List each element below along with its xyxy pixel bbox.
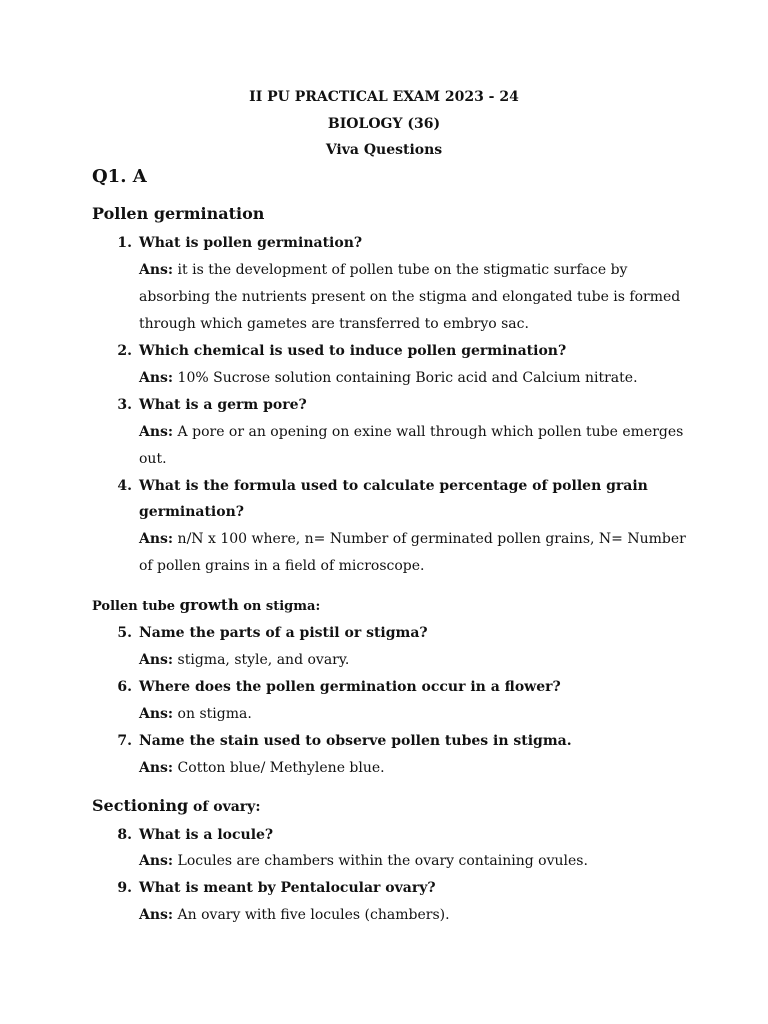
question-number: 2. (117, 343, 132, 359)
answer-label: Ans: (139, 652, 174, 668)
question-text: Name the parts of a pistil or stigma? (139, 625, 428, 641)
section-title-part: on stigma: (238, 599, 321, 614)
answer-text: n/N x 100 where, n= Number of germinated pollen grains, N= Number (177, 531, 686, 547)
answer-line (139, 423, 683, 441)
q1-heading: Q1. A (92, 166, 147, 187)
question-number: 9. (117, 880, 132, 896)
answer-line (139, 288, 680, 306)
answer-text: 10% Sucrose solution containing Boric acid and Calcium nitrate. (177, 370, 638, 386)
answer-line (139, 450, 167, 468)
question-number: 6. (117, 679, 132, 695)
answer-line (139, 557, 424, 575)
question-text: What is a locule? (139, 827, 274, 843)
answer-label: Ans: (139, 706, 174, 722)
question-number: 7. (117, 733, 132, 749)
answer-text: stigma, style, and ovary. (177, 652, 350, 668)
answer-line (139, 705, 252, 723)
question-text: What is meant by Pentalocular ovary? (139, 880, 436, 896)
question-number: 3. (117, 397, 132, 413)
answer-text: it is the development of pollen tube on the stigmatic surface by (177, 262, 628, 278)
answer-text: of pollen grains in a field of microscope. (139, 558, 425, 574)
answer-text: out. (139, 451, 167, 467)
question-text: Name the stain used to observe pollen tubes in stigma. (139, 733, 572, 749)
section-title: Pollen germination (92, 204, 265, 223)
question-number: 8. (117, 827, 132, 843)
answer-line (139, 759, 385, 777)
section-sectioning-ovary (92, 796, 261, 817)
answer-label: Ans: (139, 262, 174, 278)
question-text: What is a germ pore? (139, 397, 307, 413)
answer-line (139, 261, 627, 279)
answer-line (139, 530, 686, 548)
question-text: What is the formula used to calculate percentage of pollen grain (139, 478, 648, 494)
section-title-part: Sectioning (92, 796, 189, 815)
answer-text: on stigma. (177, 706, 252, 722)
answer-text: Locules are chambers within the ovary containing ovules. (177, 853, 588, 869)
subject-title: BIOLOGY (36) (327, 116, 441, 132)
section-title-part: of ovary: (188, 799, 261, 815)
question-text: Which chemical is used to induce pollen germination? (139, 343, 567, 359)
section-title-part: growth (179, 596, 239, 614)
question-number: 4. (117, 478, 132, 494)
answer-label: Ans: (139, 853, 174, 869)
answer-label: Ans: (139, 760, 174, 776)
answer-text: absorbing the nutrients present on the stigma and elongated tube is formed (139, 289, 681, 305)
answer-label: Ans: (139, 370, 174, 386)
question-text: germination? (139, 504, 244, 520)
answer-line (139, 906, 450, 924)
question-number: 5. (117, 625, 132, 641)
exam-title: II PU PRACTICAL EXAM 2023 - 24 (249, 89, 519, 105)
question-text: What is pollen germination? (139, 235, 363, 251)
answer-label: Ans: (139, 424, 174, 440)
answer-text: Cotton blue/ Methylene blue. (177, 760, 385, 776)
question-text: Where does the pollen germination occur in a flower? (139, 679, 561, 695)
answer-text: An ovary with five locules (chambers). (177, 907, 450, 923)
section-pollen-germination (92, 204, 264, 224)
question-number: 1. (117, 235, 132, 251)
section-title-part: Pollen tube (92, 599, 180, 614)
answer-text: through which gametes are transferred to embryo sac. (139, 316, 529, 332)
answer-label: Ans: (139, 531, 174, 547)
answer-line (139, 315, 529, 333)
section-pollen-tube-growth (92, 595, 320, 617)
answer-line (139, 651, 349, 669)
viva-title: Viva Questions (325, 142, 443, 158)
answer-line (139, 852, 588, 870)
answer-label: Ans: (139, 907, 174, 923)
answer-line (139, 369, 638, 387)
answer-text: A pore or an opening on exine wall through which pollen tube emerges (177, 424, 684, 440)
